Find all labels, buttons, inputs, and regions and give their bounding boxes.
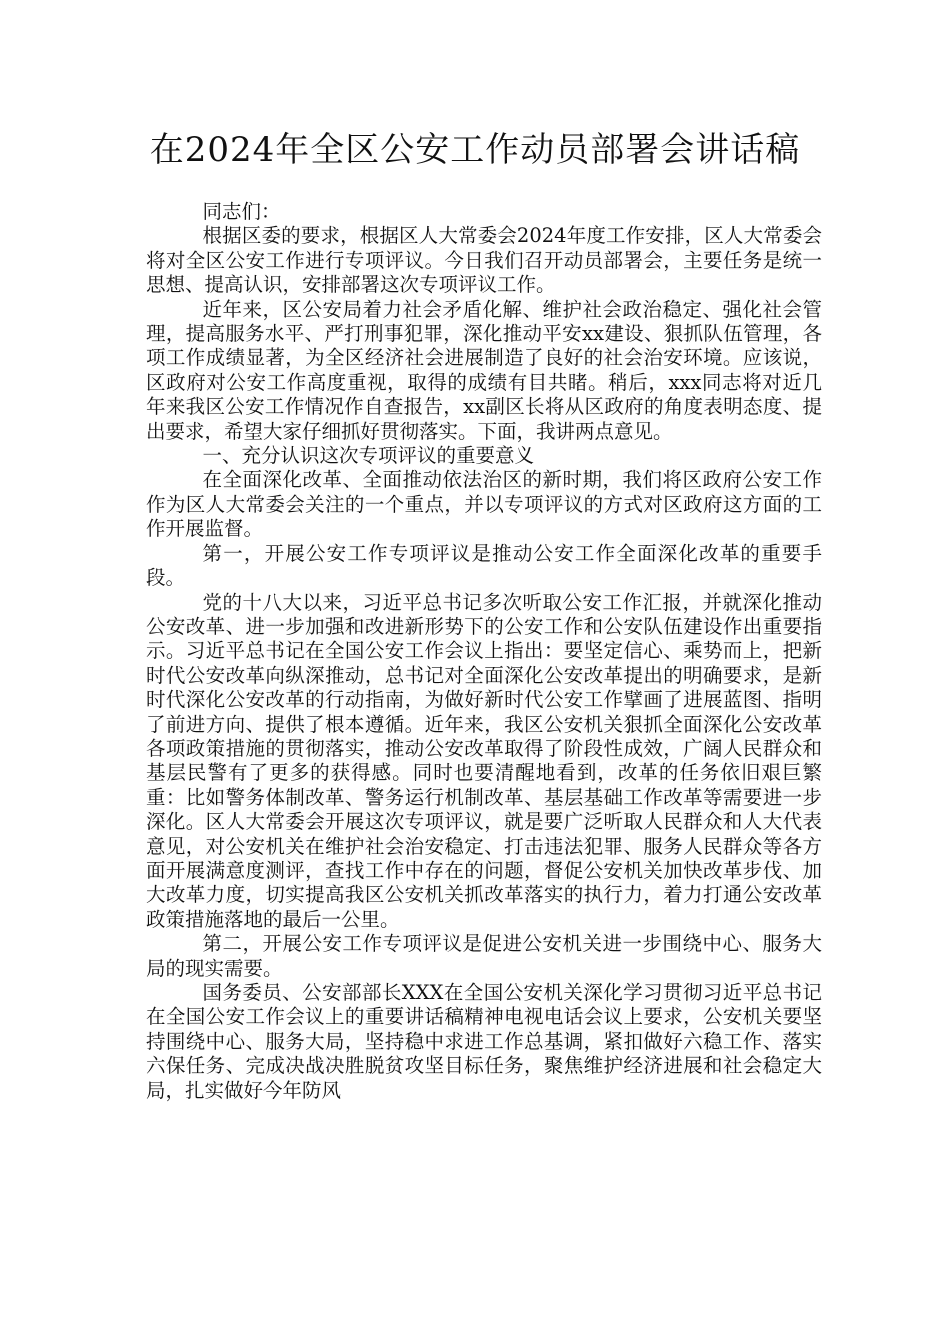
document-body [146,200,822,1103]
section-heading: 一、充分认识这次专项评议的重要意义 [202,444,535,468]
document-title: 在2024年全区公安工作动员部署会讲话稿 [149,130,801,170]
body-paragraph: 党的十八大以来，习近平总书记多次听取公安工作汇报，并就深化推动公安改革、进一步加强和改进新形势下的公安工作和公安队伍建设作出重要指示。习近平总书记在全国公安工作会议上指出：要坚定信心、乘势而上，把新时代公安改革向纵深推动，总书记对全面深化公安改革提出的明确要求，是新时代深化公安改革的行动指南，为做好新时代公安工作擘画了进展蓝图、指明了前进方向、提供了根本遵循。近年来，我区公安机关狠抓全面深化公安改革各项政策措施的贯彻落实，推动公安改革取得了阶段性成效，广阔人民群众和基层民警有了更多的获得感。同时也要清醒地看到，改革的任务依旧艰巨繁重：比如警务体制改革、警务运行机制改革、基层基础工作改革等需要进一步深化。区人大常委会开展这次专项评议，就是要广泛听取人民群众和人大代表意见，对公安机关在维护社会治安稳定、打击违法犯罪、服务人民群众等各方面开展满意度测评，查找工作中存在的问题，督促公安机关加快改革步伐、加大改革力度，切实提高我区公安机关抓改革落实的执行力，着力打通公安改革政策措施落地的最后一公里。 [146,590,822,931]
body-paragraph: 在全面深化改革、全面推动依法治区的新时期，我们将区政府公安工作作为区人大常委会关注的一个重点，并以专项评议的方式对区政府这方面的工作开展监督。 [146,468,822,541]
subsection-heading: 第一，开展公安工作专项评议是推动公安工作全面深化改革的重要手段。 [146,541,822,590]
salutation-paragraph: 同志们： [202,200,281,223]
body-paragraph: 近年来，区公安局着力社会矛盾化解、维护社会政治稳定、强化社会管理，提高服务水平、严打刑事犯罪，深化推动平安xx建设、狠抓队伍管理，各项工作成绩显著，为全区经济社会进展制造了良好的社会治安环境。应该说，区政府对公安工作高度重视，取得的成绩有目共睹。稍后，xxx同志将对近几年来我区公安工作情况作自查报告，xx副区长将从区政府的角度表明态度、提出要求，希望大家仔细抓好贯彻落实。下面，我讲两点意见。 [146,297,822,443]
body-paragraph: 国务委员、公安部部长XXX在全国公安机关深化学习贯彻习近平总书记在全国公安工作会议上的重要讲话稿精神电视电话会议上要求，公安机关要坚持围绕中心、服务大局，坚持稳中求进工作总基调，紧扣做好六稳工作、落实六保任务、完成决战决胜脱贫攻坚目标任务，聚焦维护经济进展和社会稳定大局，扎实做好今年防风 [146,981,822,1102]
body-paragraph: 根据区委的要求，根据区人大常委会2024年度工作安排，区人大常委会将对全区公安工作进行专项评议。今日我们召开动员部署会，主要任务是统一思想、提高认识，安排部署这次专项评议工作。 [146,224,822,297]
subsection-heading: 第二，开展公安工作专项评议是促进公安机关进一步围绕中心、服务大局的现实需要。 [146,932,822,980]
